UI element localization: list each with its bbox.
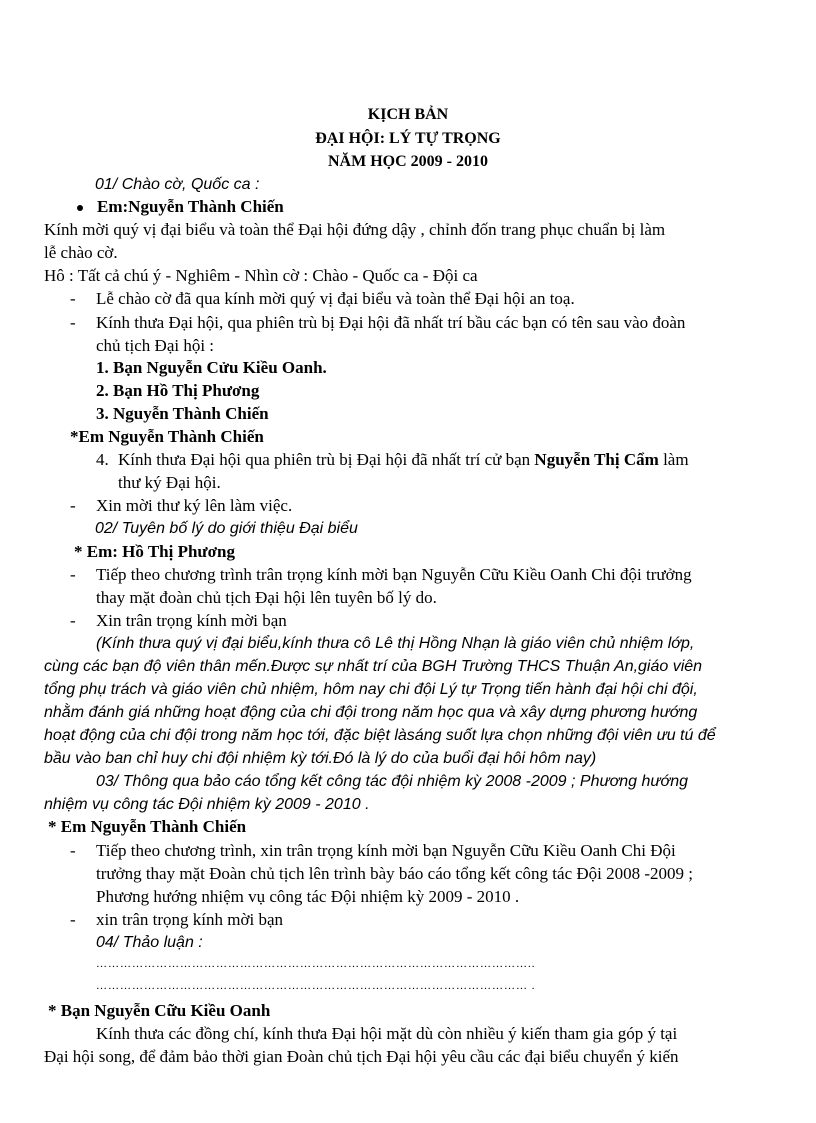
section-1-heading: 01/ Chào cờ, Quốc ca : xyxy=(95,176,260,193)
reason-text: nhằm đánh giá những hoạt động của chi đội trong năm học qua và xây dựng phương hướng xyxy=(44,704,698,721)
list-item: Kính thưa Đại hội, qua phiên trù bị Đại hội đã nhất trí bầu các bạn có tên sau vào đoàn xyxy=(96,313,686,332)
speaker-label: Em:Nguyễn Thành Chiến xyxy=(97,197,284,216)
list-item: Lễ chào cờ đã qua kính mời quý vị đại biểu và toàn thể Đại hội an toạ. xyxy=(96,289,575,308)
speaker-label: * Bạn Nguyễn Cữu Kiều Oanh xyxy=(48,1001,271,1020)
list-item: xin trân trọng kính mời bạn xyxy=(96,910,283,929)
dash-marker: - xyxy=(70,313,76,332)
numbered-item-text: làm xyxy=(658,450,689,469)
title-line-1: KỊCH BẢN xyxy=(367,106,449,123)
paragraph-line: lễ chào cờ. xyxy=(44,243,118,262)
section-3-heading: nhiệm vụ công tác Đội nhiệm kỳ 2009 - 2010 . xyxy=(44,796,370,813)
dash-marker: - xyxy=(70,565,76,584)
list-item: Xin trân trọng kính mời bạn xyxy=(96,611,287,630)
list-item: chủ tịch Đại hội : xyxy=(96,336,215,355)
paragraph-line: Đại hội song, để đảm bảo thời gian Đoàn chủ tịch Đại hội yêu cầu các đại biểu chuyển ý kiến xyxy=(44,1047,679,1066)
dotted-line: ……………………………………………………………………………………………… . xyxy=(96,980,536,992)
numbered-item: 2. Bạn Hồ Thị Phương xyxy=(96,381,260,400)
paragraph-line: Kính thưa các đồng chí, kính thưa Đại hội mặt dù còn nhiều ý kiến tham gia góp ý tại xyxy=(96,1024,678,1043)
bullet-icon xyxy=(77,205,83,211)
reason-text: cùng các bạn độ viên thân mến.Được sự nhất trí của BGH Trường THCS Thuận An,giáo viên xyxy=(44,658,703,675)
numbered-item-text: thư ký Đại hội. xyxy=(118,473,221,492)
reason-text: bầu vào ban chỉ huy chi đội nhiệm kỳ tới.Đó là lý do của buổi đại hôi hôm nay) xyxy=(44,750,597,767)
numbered-item xyxy=(118,449,689,471)
numbered-item: 3. Nguyễn Thành Chiến xyxy=(96,404,269,423)
title-line-3: NĂM HỌC 2009 - 2010 xyxy=(328,153,488,170)
reason-text: tổng phụ trách và giáo viên chủ nhiệm, hôm nay chi đội Lý tự Trọng tiến hành đại hội chi đội, xyxy=(44,681,698,698)
reason-text: (Kính thưa quý vị đại biểu,kính thưa cô Lê thị Hồng Nhạn là giáo viên chủ nhiệm lớp, xyxy=(96,635,695,652)
list-item: trưởng thay mặt Đoàn chủ tịch lên trình bày báo cáo tổng kết công tác Đội 2008 -2009 ; xyxy=(96,864,694,883)
title-line-2: ĐẠI HỘI: LÝ TỰ TRỌNG xyxy=(315,130,501,147)
dash-marker: - xyxy=(70,496,76,515)
section-3-heading: 03/ Thông qua bảo cáo tổng kết công tác đội nhiệm kỳ 2008 -2009 ; Phương hướng xyxy=(96,773,689,790)
reason-text: hoạt động của chi đội trong năm học tới, đặc biệt làsáng suốt lựa chọn những đội viên ưu tú để xyxy=(44,727,716,744)
dotted-line: ……………………………………………………………………………………………….. xyxy=(96,958,536,970)
list-item: Tiếp theo chương trình trân trọng kính mời bạn Nguyễn Cữu Kiều Oanh Chi đội trưởng xyxy=(96,565,692,584)
list-item: Tiếp theo chương trình, xin trân trọng kính mời bạn Nguyễn Cữu Kiều Oanh Chi Đội xyxy=(96,841,676,860)
speaker-label: *Em Nguyễn Thành Chiến xyxy=(70,427,264,446)
numbered-item-text: Kính thưa Đại hội qua phiên trù bị Đại hội đã nhất trí cử bạn xyxy=(118,450,535,469)
paragraph-line: Hô : Tất cả chú ý - Nghiêm - Nhìn cờ : Chào - Quốc ca - Đội ca xyxy=(44,266,478,285)
list-item: Xin mời thư ký lên làm việc. xyxy=(96,496,293,515)
speaker-label: * Em: Hồ Thị Phương xyxy=(74,542,236,561)
secretary-name: Nguyễn Thị Cẩm xyxy=(534,450,659,469)
section-4-heading: 04/ Thảo luận : xyxy=(96,934,203,951)
section-2-heading: 02/ Tuyên bố lý do giới thiệu Đại biểu xyxy=(95,520,358,537)
paragraph-line: Kính mời quý vị đại biểu và toàn thể Đại hội đứng dậy , chỉnh đốn trang phục chuẩn bị làm xyxy=(44,220,666,239)
dash-marker: - xyxy=(70,611,76,630)
numbered-item-number: 4. xyxy=(96,450,109,469)
dash-marker: - xyxy=(70,289,76,308)
list-item: thay mặt đoàn chủ tịch Đại hội lên tuyên bố lý do. xyxy=(96,588,437,607)
list-item: Phương hướng nhiệm vụ công tác Đội nhiệm kỳ 2009 - 2010 . xyxy=(96,887,520,906)
dash-marker: - xyxy=(70,910,76,929)
numbered-item: 1. Bạn Nguyễn Cửu Kiều Oanh. xyxy=(96,358,327,377)
dash-marker: - xyxy=(70,841,76,860)
speaker-label: * Em Nguyễn Thành Chiến xyxy=(48,817,247,836)
